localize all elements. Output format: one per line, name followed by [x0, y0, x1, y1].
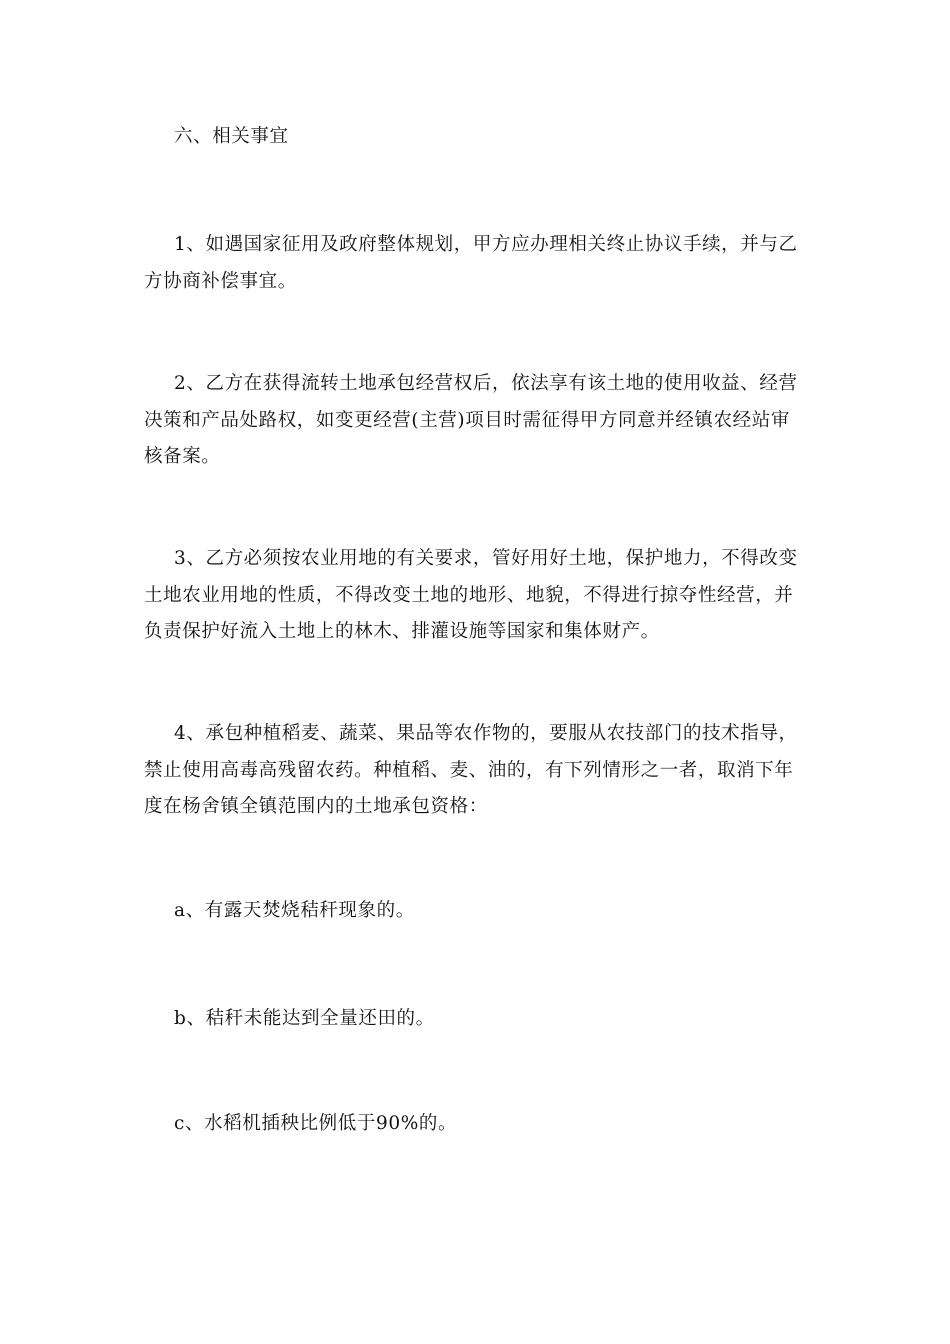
paragraph-1: 1、如遇国家征用及政府整体规划，甲方应办理相关终止协议手续，并与乙方协商补偿事宜。: [144, 234, 798, 292]
sub-item-b: b、秸秆未能达到全量还田的。: [174, 1008, 435, 1029]
paragraph-3: 3、乙方必须按农业用地的有关要求，管好用好土地，保护地力，不得改变土地农业用地的性质，不得改变土地的地形、地貌，不得进行掠夺性经营，并负责保护好流入土地上的林木、排灌设施等国家和集体财产。: [144, 548, 798, 642]
paragraph-4: 4、承包种植稻麦、蔬菜、果品等农作物的，要服从农技部门的技术指导，禁止使用高毒高残留农药。种植稻、麦、油的，有下列情形之一者，取消下年度在杨舍镇全镇范围内的土地承包资格：: [144, 723, 798, 817]
sub-item-a: a、有露天焚烧秸秆现象的。: [174, 900, 415, 921]
sub-item-c: c、水稻机插秧比例低于90%的。: [174, 1113, 458, 1134]
section-heading: 六、相关事宜: [174, 126, 289, 147]
paragraph-2: 2、乙方在获得流转土地承包经营权后，依法享有该土地的使用收益、经营决策和产品处路权，如变更经营(主营)项目时需征得甲方同意并经镇农经站审核备案。: [144, 373, 798, 467]
